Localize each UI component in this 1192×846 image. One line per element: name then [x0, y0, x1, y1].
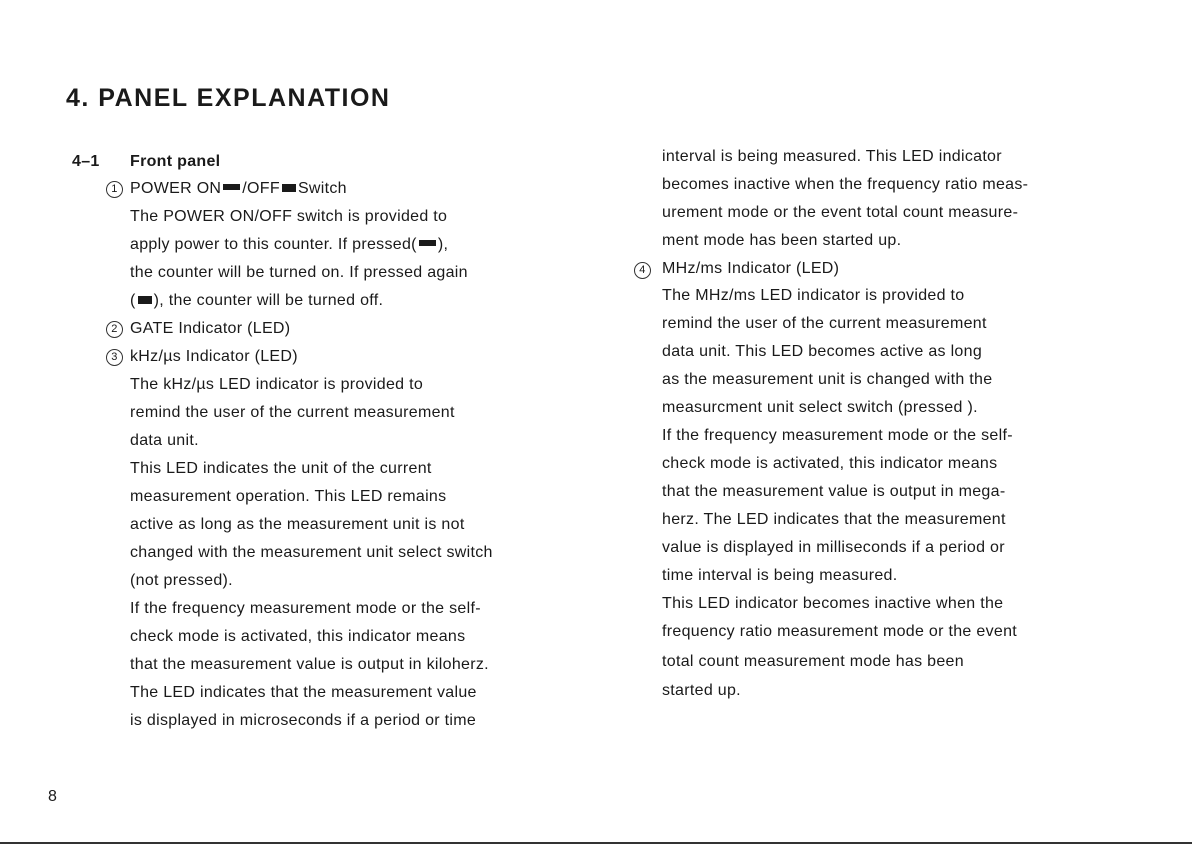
khz-body-line: measurement operation. This LED remains	[130, 488, 447, 505]
item-marker-1: 1	[106, 180, 123, 200]
khz-body-line: The LED indicates that the measurement value	[130, 684, 477, 701]
mhz-indicator-heading: MHz/ms Indicator (LED)	[662, 260, 840, 277]
khz-body-line: changed with the measurement unit select switch	[130, 544, 493, 561]
bottom-rule	[0, 842, 1192, 844]
power-body-line-1: The POWER ON/OFF switch is provided to	[130, 208, 448, 225]
mhz-body-line: remind the user of the current measurement	[662, 315, 987, 332]
mhz-body-line: herz. The LED indicates that the measurement	[662, 511, 1006, 528]
mhz-body-line: measurcment unit select switch (pressed ).	[662, 399, 978, 416]
continuation-line: interval is being measured. This LED indicator	[662, 148, 1002, 165]
khz-body-line: If the frequency measurement mode or the self-	[130, 600, 481, 617]
switch-off-symbol-icon	[282, 184, 296, 192]
power-switch-heading: POWER ON /OFF Switch	[130, 180, 347, 197]
switch-off-symbol-icon	[138, 296, 152, 304]
continuation-line: ment mode has been started up.	[662, 232, 902, 249]
khz-indicator-heading: kHz/µs Indicator (LED)	[130, 348, 298, 365]
gate-indicator-heading: GATE Indicator (LED)	[130, 320, 291, 337]
section-title: Front panel	[130, 153, 221, 170]
khz-body-line: This LED indicates the unit of the current	[130, 460, 432, 477]
mhz-body-line: The MHz/ms LED indicator is provided to	[662, 287, 965, 304]
power-body-line-4: ( ), the counter will be turned off.	[130, 292, 384, 309]
mhz-body-line: that the measurement value is output in mega-	[662, 483, 1006, 500]
switch-on-symbol-icon	[419, 240, 436, 246]
mhz-body-line: value is displayed in milliseconds if a period or	[662, 539, 1005, 556]
mhz-body-line: total count measurement mode has been	[662, 653, 964, 670]
khz-body-line: is displayed in microseconds if a period or time	[130, 712, 477, 729]
mhz-body-line: time interval is being measured.	[662, 567, 898, 584]
khz-body-line: that the measurement value is output in kiloherz.	[130, 656, 489, 673]
mhz-body-line: frequency ratio measurement mode or the event	[662, 623, 1018, 640]
page-number: 8	[48, 788, 57, 805]
khz-body-line: remind the user of the current measurement	[130, 404, 455, 421]
page-title: 4. PANEL EXPLANATION	[66, 84, 391, 112]
item-marker-3: 3	[106, 348, 123, 368]
power-body-line-2: apply power to this counter. If pressed( ),	[130, 236, 449, 253]
mhz-body-line: check mode is activated, this indicator means	[662, 455, 998, 472]
mhz-body-line: as the measurement unit is changed with the	[662, 371, 993, 388]
continuation-line: urement mode or the event total count measure-	[662, 204, 1019, 221]
item-marker-4: 4	[634, 261, 651, 281]
khz-body-line: check mode is activated, this indicator means	[130, 628, 466, 645]
khz-body-line: active as long as the measurement unit is not	[130, 516, 465, 533]
mhz-body-line: If the frequency measurement mode or the self-	[662, 427, 1013, 444]
continuation-line: becomes inactive when the frequency ratio meas-	[662, 176, 1029, 193]
khz-body-line: (not pressed).	[130, 572, 233, 589]
mhz-body-line: started up.	[662, 682, 741, 699]
switch-on-symbol-icon	[223, 184, 240, 190]
khz-body-line: The kHz/µs LED indicator is provided to	[130, 376, 424, 393]
power-body-line-3: the counter will be turned on. If pressed again	[130, 264, 468, 281]
khz-body-line: data unit.	[130, 432, 199, 449]
mhz-body-line: This LED indicator becomes inactive when the	[662, 595, 1004, 612]
item-marker-2: 2	[106, 320, 123, 340]
mhz-body-line: data unit. This LED becomes active as long	[662, 343, 983, 360]
section-number: 4–1	[72, 153, 100, 170]
